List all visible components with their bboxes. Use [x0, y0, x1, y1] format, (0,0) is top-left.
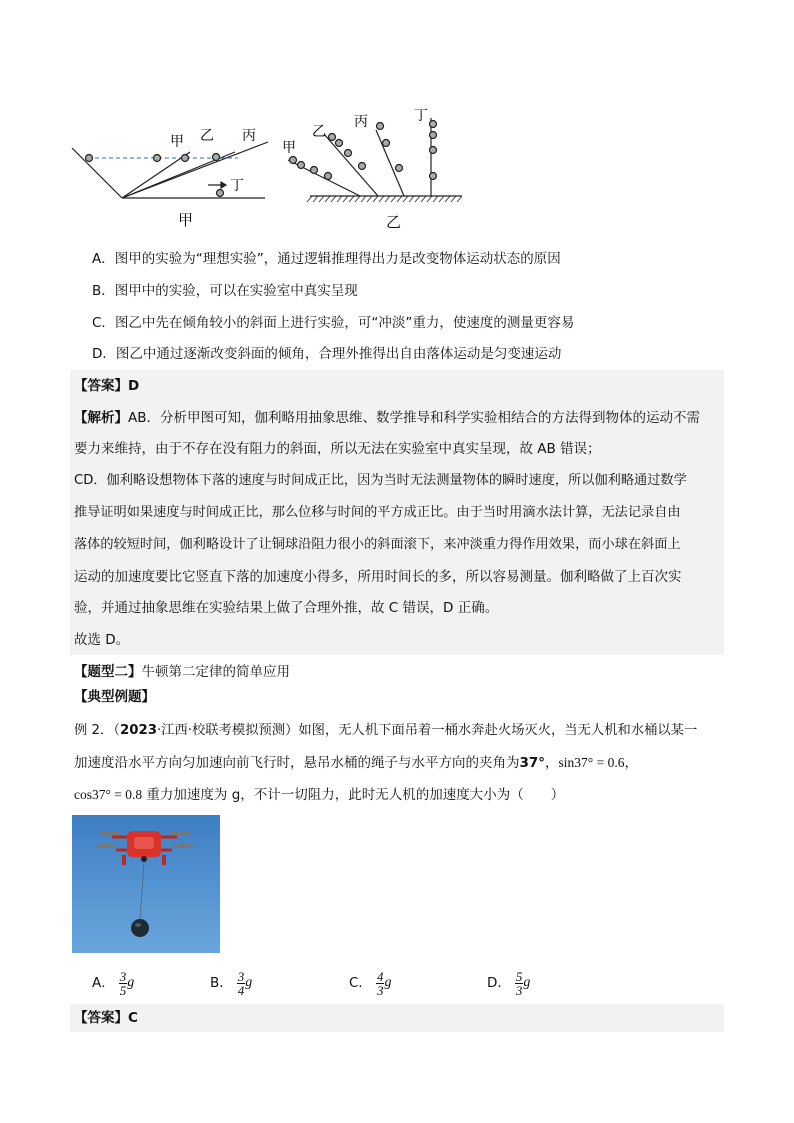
answer-value: C	[128, 1010, 138, 1026]
option-letter: C．	[92, 315, 115, 331]
answer-label: 【答案】	[74, 378, 128, 394]
label-bing-1: 丙	[242, 128, 256, 144]
unit-g: g	[384, 975, 392, 990]
unit-g: g	[245, 975, 253, 990]
typical-examples-heading: 【典型例题】	[74, 689, 155, 705]
choice-letter: B．	[210, 975, 233, 991]
option-letter: B．	[92, 283, 115, 299]
choice-b	[210, 967, 252, 999]
analysis-line-8: 故选 D。	[74, 632, 130, 648]
type-label: 【题型二】	[74, 664, 142, 680]
water-bucket-icon	[131, 919, 149, 937]
numerator: 4	[376, 968, 384, 984]
denominator: 3	[515, 982, 523, 998]
choice-c	[349, 967, 391, 999]
choice-letter: A．	[92, 975, 115, 991]
numerator: 3	[237, 968, 245, 984]
label-ding-1: 丁	[230, 178, 244, 194]
numerator: 5	[515, 968, 523, 984]
analysis-line-6: 运动的加速度要比它竖直下落的加速度小得多，所用时间长的多，所以容易测量。伽利略做了上百次实	[74, 569, 682, 585]
label-ding-2: 丁	[414, 108, 428, 124]
angle-value: 37°	[519, 755, 546, 771]
answer-1	[74, 376, 139, 396]
label-jia-2: 甲	[282, 140, 296, 156]
option-letter: D．	[92, 346, 116, 362]
type-title: 牛顿第二定律的简单应用	[141, 664, 290, 680]
answer-label: 【答案】	[74, 1010, 128, 1026]
caption-yi: 乙	[386, 213, 402, 231]
option-text: 图甲中的实验，可以在实验室中真实呈现	[114, 283, 358, 299]
denominator: 3	[376, 982, 384, 998]
sin-formula: sin37° = 0.6	[558, 755, 625, 770]
galileo-figure	[60, 100, 480, 235]
analysis-line-1	[74, 408, 700, 428]
analysis-label: 【解析】	[74, 410, 128, 426]
unit-g: g	[523, 975, 531, 990]
numerator: 3	[119, 968, 127, 984]
caption-jia: 甲	[178, 211, 194, 229]
fraction	[119, 970, 128, 997]
option-d	[92, 344, 561, 364]
example2-line-2	[74, 753, 638, 773]
choice-d	[487, 967, 530, 999]
example2-line-1	[74, 721, 697, 741]
example-year: 2023	[119, 723, 157, 738]
separator-2: ，	[624, 755, 638, 771]
label-jia-1: 甲	[170, 134, 184, 150]
option-text: 图乙中通过逐渐改变斜面的倾角，合理外推得出自由落体运动是匀变速运动	[115, 346, 562, 362]
fraction	[515, 970, 524, 997]
denominator: 4	[237, 982, 245, 998]
option-b	[92, 281, 358, 301]
unit-g: g	[127, 975, 135, 990]
option-c	[92, 313, 574, 333]
drone-photo	[72, 815, 220, 953]
analysis-line-5: 落体的较短时间，伽利略设计了让铜球沿阻力很小的斜面滚下，来冲淡重力得作用效果，而小球在斜面上	[74, 537, 681, 552]
analysis-line-3: CD．伽利略设想物体下落的速度与时间成正比，因为当时无法测量物体的瞬时速度，所以伽利略通过数学	[74, 473, 687, 488]
example-prefix: 例 2．（	[74, 723, 120, 738]
example-source: ·江西·校联考模拟预测）如图，无人机下面吊着一桶水奔赴火场灭火，当无人机和水桶以某一	[156, 723, 698, 738]
fraction	[237, 970, 246, 997]
denominator: 5	[119, 982, 127, 998]
analysis-line-4: 推导证明如果速度与时间成正比，那么位移与时间的平方成正比。由于当时用滴水法计算，无法记录自由	[74, 505, 681, 520]
option-text: 图乙中先在倾角较小的斜面上进行实验，可“冲淡”重力，使速度的测量更容易	[114, 315, 575, 331]
answer-2	[74, 1008, 138, 1028]
cos-formula: cos37° = 0.8	[74, 787, 143, 802]
fraction	[376, 970, 385, 997]
choice-letter: C．	[349, 975, 372, 991]
example-line3: 重力加速度为 g，不计一切阻力，此时无人机的加速度大小为（ ）	[142, 787, 565, 803]
option-text: 图甲的实验为“理想实验”，通过逻辑推理得出力是改变物体运动状态的原因	[114, 251, 561, 267]
label-yi-2: 乙	[312, 124, 326, 140]
example2-line-3	[74, 785, 564, 805]
answer-2-block	[70, 1004, 724, 1032]
option-letter: A．	[92, 251, 115, 267]
label-bing-2: 丙	[354, 114, 368, 130]
choice-letter: D．	[487, 975, 511, 991]
choice-a	[92, 967, 134, 999]
analysis-line-2: 要力来维持，由于不存在没有阻力的斜面，所以无法在实验室中真实呈现，故 AB 错误；	[74, 441, 601, 457]
label-yi-1: 乙	[200, 128, 214, 144]
analysis-line-7: 验，并通过抽象思维在实验结果上做了合理外推，故 C 错误，D 正确。	[74, 600, 499, 616]
example-line2: 加速度沿水平方向匀加速向前飞行时，悬吊水桶的绳子与水平方向的夹角为	[74, 755, 520, 771]
separator: ，	[545, 755, 559, 771]
answer-value: D	[128, 378, 140, 394]
question-type-heading	[74, 662, 290, 682]
analysis-text: AB．分析甲图可知，伽利略用抽象思维、数学推导和科学实验相结合的方法得到物体的运动不需	[128, 410, 700, 426]
option-a	[92, 249, 561, 269]
